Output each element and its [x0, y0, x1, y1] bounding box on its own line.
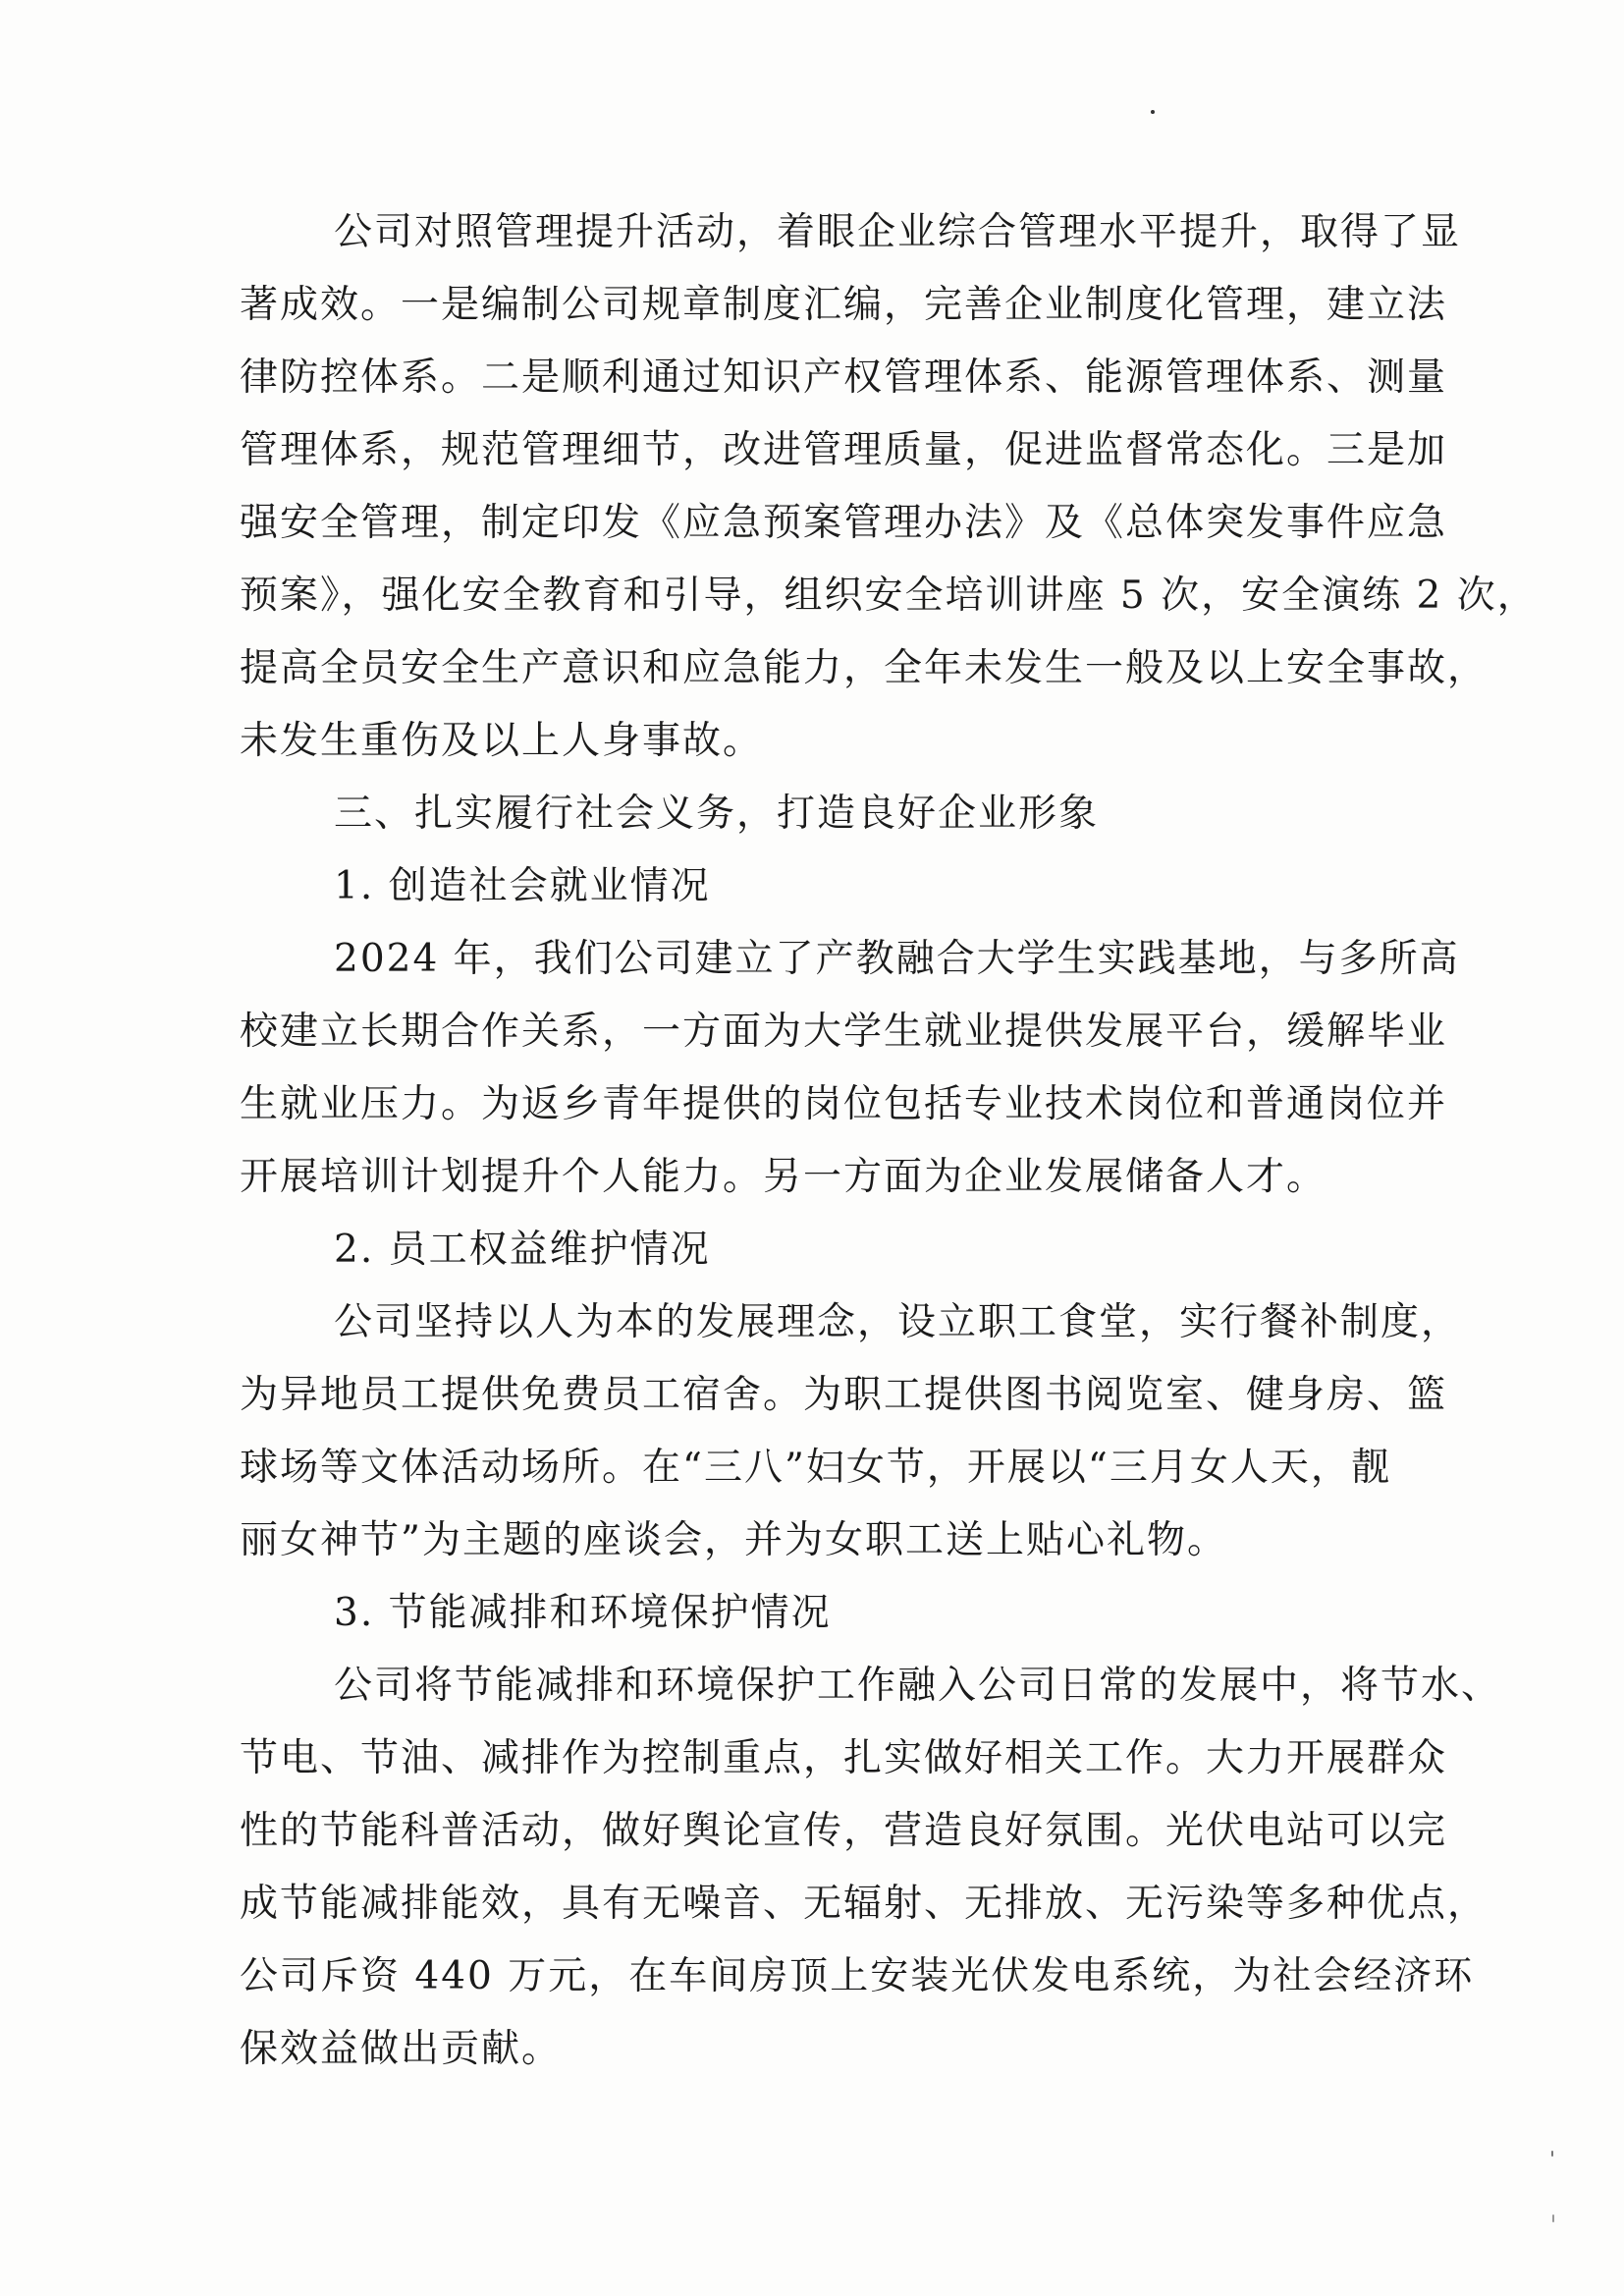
section-heading: 三、扎实履行社会义务，打造良好企业形象 — [334, 792, 1100, 836]
subsection-heading: 3. 节能减排和环境保护情况 — [334, 1591, 832, 1635]
paragraph-line: 律防控体系。二是顺利通过知识产权管理体系、能源管理体系、测量 — [240, 355, 1448, 400]
paragraph-line: 2024 年，我们公司建立了产教融合大学生实践基地，与多所高 — [334, 937, 1460, 981]
paragraph-line: 生就业压力。为返乡青年提供的岗位包括专业技术岗位和普通岗位并 — [240, 1082, 1448, 1126]
paragraph-line: 为异地员工提供免费员工宿舍。为职工提供图书阅览室、健身房、篮 — [240, 1373, 1448, 1417]
paragraph-line: 性的节能科普活动，做好舆论宣传，营造良好氛围。光伏电站可以完 — [240, 1809, 1448, 1853]
paragraph-line: 公司坚持以人为本的发展理念，设立职工食堂，实行餐补制度， — [334, 1300, 1462, 1344]
paragraph-line: 著成效。一是编制公司规章制度汇编，完善企业制度化管理，建立法 — [240, 283, 1448, 327]
paragraph-line: 成节能减排能效，具有无噪音、无辐射、无排放、无污染等多种优点， — [240, 1882, 1489, 1926]
paragraph-line: 球场等文体活动场所。在“三八”妇女节，开展以“三月女人天，靓 — [240, 1446, 1391, 1490]
document-body — [240, 201, 1538, 2091]
subsection-heading: 2. 员工权益维护情况 — [334, 1228, 711, 1272]
paragraph-line: 公司斥资 440 万元，在车间房顶上安装光伏发电系统，为社会经济环 — [240, 1954, 1475, 1998]
paragraph-line: 公司对照管理提升活动，着眼企业综合管理水平提升，取得了显 — [334, 210, 1462, 254]
scan-speck — [1151, 110, 1155, 114]
scan-speck — [1552, 2214, 1554, 2222]
paragraph-line: 节电、节油、减排作为控制重点，扎实做好相关工作。大力开展群众 — [240, 1736, 1448, 1780]
subsection-heading: 1. 创造社会就业情况 — [334, 864, 711, 908]
paragraph-line: 公司将节能减排和环境保护工作融入公司日常的发展中，将节水、 — [334, 1664, 1502, 1708]
paragraph-line: 未发生重伤及以上人身事故。 — [240, 719, 764, 763]
paragraph-line: 校建立长期合作关系，一方面为大学生就业提供发展平台，缓解毕业 — [240, 1010, 1448, 1054]
paragraph-line: 丽女神节”为主题的座谈会，并为女职工送上贴心礼物。 — [240, 1518, 1227, 1562]
paragraph-line: 管理体系，规范管理细节，改进管理质量，促进监督常态化。三是加 — [240, 428, 1448, 472]
paragraph-line: 开展培训计划提升个人能力。另一方面为企业发展储备人才。 — [240, 1155, 1327, 1199]
scan-speck — [1551, 2151, 1553, 2157]
paragraph-line: 提高全员安全生产意识和应急能力，全年未发生一般及以上安全事故， — [240, 646, 1489, 690]
paragraph-line: 强安全管理，制定印发《应急预案管理办法》及《总体突发事件应急 — [240, 501, 1448, 545]
paragraph-line: 保效益做出贡献。 — [240, 2027, 563, 2071]
paragraph-line: 预案》，强化安全教育和引导，组织安全培训讲座 5 次，安全演练 2 次， — [240, 574, 1538, 618]
